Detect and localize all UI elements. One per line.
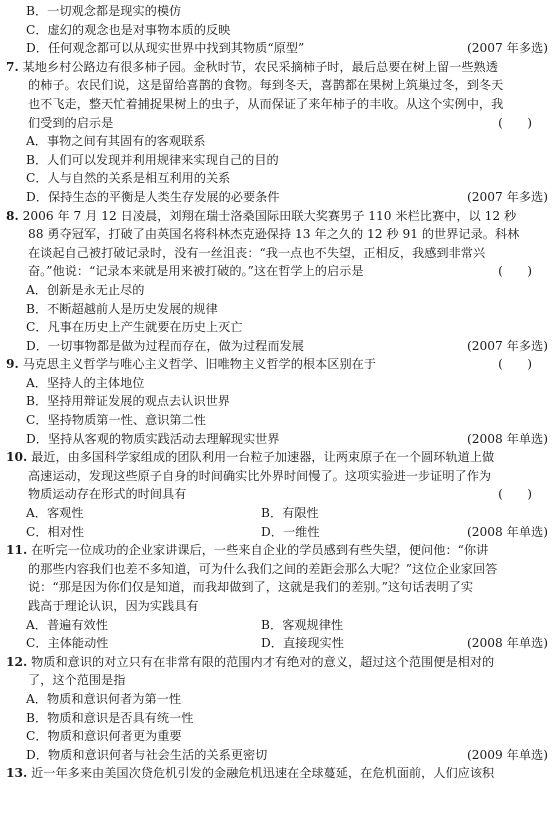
q8-stem-line-2: 88 勇夺冠军，打破了由英国名将科林杰克逊保持 13 年之久的 12 秒 91 的世界记录。科林 [28, 227, 520, 242]
q8-option-d: D．一切事物都是做为过程而存在，做为过程而发展 (2007 年多选) [6, 337, 554, 356]
q6-option-c: C．虚幻的观念也是对事物本质的反映 [26, 22, 231, 37]
q7-option-b: B．人们可以发现并利用规律来实现自己的目的 [26, 152, 279, 167]
q10-option-a: A．客观性 [26, 506, 84, 521]
q7-stem-line-1: 7. 某地乡村公路边有很多柿子园。金秋时节，农民采摘柿子时，最后总要在树上留一些熟透 [6, 59, 498, 74]
q11-option-b: B．客观规律性 [261, 617, 344, 632]
q11-option-d: D．直接现实性 [261, 636, 344, 651]
q11-source: (2008 年单选) [467, 636, 548, 651]
q11-options-row-2 [6, 634, 554, 653]
q10-source: (2008 年单选) [467, 524, 548, 539]
q10-options-row-1 [6, 504, 554, 523]
q10-option-d: D．一维性 [261, 524, 320, 539]
q12-option-b: B．物质和意识是否具有统一性 [26, 710, 194, 725]
q6-source: (2007 年多选) [467, 41, 548, 56]
q8-option-c: C．凡事在历史上产生就要在历史上灭亡 [26, 320, 243, 335]
q8-stem-line-3: 在谈起自己被打破记录时，没有一丝沮丧：“我一点也不失望，正相反，我感到非常兴 [28, 245, 486, 260]
q9-option-b: B．坚持用辩证发展的观点去认识世界 [26, 394, 230, 409]
q7-option-c: C．人与自然的关系是相互利用的关系 [26, 171, 231, 186]
q11-stem-line-4: 践高于理论认识，因为实践具有 [28, 599, 199, 613]
q10-stem-line-3: 物质运动存在形式的时间具有 ( ) [6, 485, 554, 504]
q7-option-a: A．事物之间有其固有的客观联系 [26, 134, 206, 149]
q8-source: (2007 年多选) [467, 338, 548, 353]
q10-stem-line-2: 高速运动，发现这些原子自身的时间确实比外界时间慢了。这项实验进一步证明了作为 [28, 468, 492, 483]
q12-stem-line-1: 12. 物质和意识的对立只有在非常有限的范围内才有绝对的意义，超过这个范围便是相对的 [6, 654, 495, 669]
q11-stem-line-1: 11. 在听完一位成功的企业家讲课后，一些来自企业的学员感到有些失望，便问他：“你讲 [6, 543, 489, 558]
q12-option-d: D．物质和意识何者与社会生活的关系更密切 (2009 年单选) [6, 746, 554, 765]
q7-option-d: D．保持生态的平衡是人类生存发展的必要条件 (2007 年多选) [6, 188, 554, 207]
q11-options-row-1 [6, 616, 554, 635]
q10-options-row-2 [6, 523, 554, 542]
q6-option-d: D．任何观念都可以从现实世界中找到其物质“原型” (2007 年多选) [6, 39, 554, 58]
q12-option-c: C．物质和意识何者更为重要 [26, 729, 182, 744]
q7-stem-line-2: 的柿子。农民们说，这是留给喜鹊的食物。每到冬天，喜鹊都在果树上筑巢过冬，到冬天 [28, 78, 504, 93]
q6-option-b: B．一切观念都是现实的模仿 [26, 4, 182, 18]
q9-source: (2008 年单选) [467, 431, 548, 446]
q7-source: (2007 年多选) [467, 189, 548, 204]
q13-stem-line-1: 13. 近一年多来由美国次贷危机引发的金融危机迅速在全球蔓延，在危机面前，人们应该积 [6, 766, 495, 781]
q10-option-c: C．相对性 [26, 524, 85, 539]
q8-answer-blank: ( ) [498, 264, 532, 279]
q10-stem-line-1: 10. 最近，由多国科学家组成的团队利用一台粒子加速器，让两束原子在一个圆环轨道上做 [6, 450, 495, 465]
q9-option-d: D．坚持从客观的物质实践活动去理解现实世界 (2008 年单选) [6, 430, 554, 449]
q8-stem-line-4: 奋。”他说：“记录本来就是用来被打破的。”这在哲学上的启示是 ( ) [6, 262, 554, 281]
q10-option-b: B．有限性 [261, 506, 319, 521]
q8-option-b: B．不断超越前人是历史发展的规律 [26, 301, 218, 316]
q8-option-a: A．创新是永无止尽的 [26, 282, 145, 297]
q7-stem-line-3: 也不飞走，整天忙着捕捉果树上的虫子，从而保证了来年柿子的丰收。从这个实例中，我 [28, 96, 504, 111]
q12-option-a: A．物质和意识何者为第一性 [26, 691, 182, 706]
q9-answer-blank: ( ) [498, 357, 532, 372]
q11-option-c: C．主体能动性 [26, 636, 109, 651]
q11-stem-line-2: 的那些内容我们也差不多知道，可为什么我们之间的差距会那么大呢？”这位企业家回答 [28, 561, 498, 576]
q8-stem-line-1: 8. 2006 年 7 月 12 日凌晨，刘翔在瑞士洛桑国际田联大奖赛男子 110 米栏比赛中，以 12 秒 [6, 208, 517, 223]
q12-stem-line-2: 了，这个范围是指 [28, 673, 126, 688]
q9-option-a: A．坚持人的主体地位 [26, 375, 145, 390]
q11-stem-line-3: 说：“那是因为你们仅是知道，而我却做到了，这就是我们的差别。”这句话表明了实 [28, 580, 474, 595]
q10-answer-blank: ( ) [498, 487, 532, 502]
q7-stem-line-4: 们受到的启示是 ( ) [6, 114, 554, 133]
q12-source: (2009 年单选) [467, 747, 548, 762]
q9-option-c: C．坚持物质第一性、意识第二性 [26, 413, 206, 428]
q11-option-a: A．普遍有效性 [26, 617, 108, 632]
q9-stem-line-1: 9. 马克思主义哲学与唯心主义哲学、旧唯物主义哲学的根本区别在于 ( ) [6, 355, 554, 374]
q7-answer-blank: ( ) [498, 115, 532, 130]
